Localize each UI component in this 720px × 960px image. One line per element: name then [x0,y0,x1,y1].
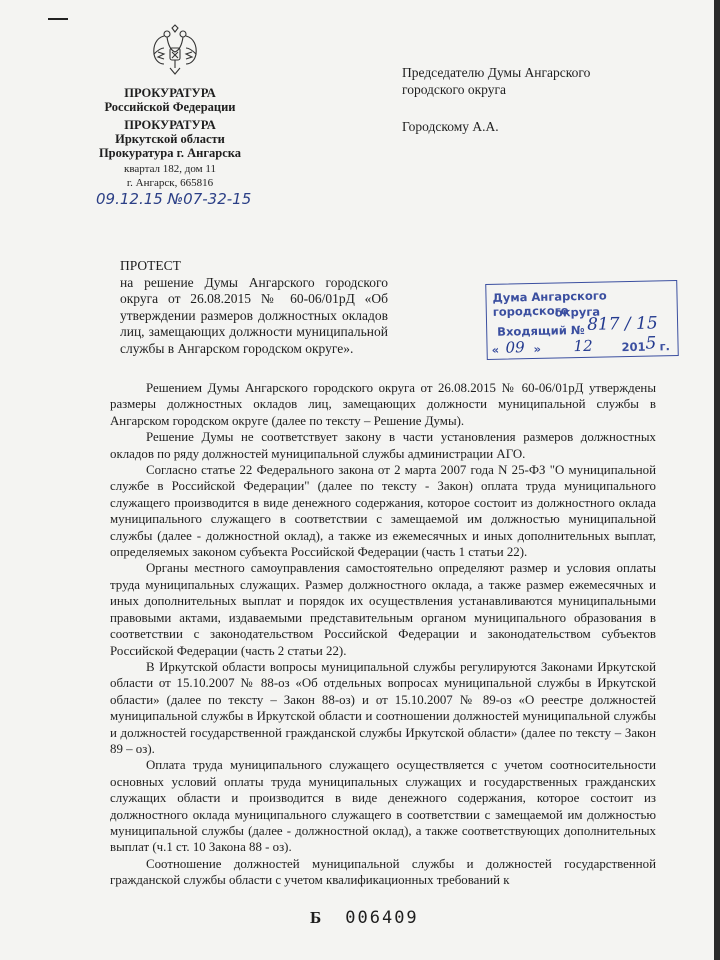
document-body [110,380,656,889]
stamp-incoming-label: Входящий № [497,322,585,339]
stamp-org-line1: Дума Ангарского городского [492,288,607,319]
protest-heading [120,258,388,357]
sender-line5: Прокуратура г. Ангарска [98,146,242,160]
serial-letter: Б [310,908,324,927]
stamp-year-suffix: 5 [645,333,657,354]
addressee-line2: городского округа [402,82,507,97]
stamp-year-label: г. [659,339,671,354]
paragraph: Согласно статье 22 Федерального закона от 2 марта 2007 года N 25-ФЗ "О муниципальной службе в Российской Федерации" (далее по тексту - Закон) оплата труда муниципального служащего производится в виде денежного содержания, которое состоит из должностного оклада муниципального служащего в соответствии с замещаемой им должностью муниципальной службы (далее - должностной оклад), а также из ежемесячных и иных дополнительных выплат, определяемых законом субъекта Российской Федерации (часть 1 статьи 22). [110,463,656,560]
protest-subject: на решение Думы Ангарского городского округа от 26.08.2015 № 60-06/01рД «Об утверждении размеров должностных окладов лиц, замещающих должности муниципальной службы в Ангарском городском округе». [120,274,388,356]
sender-line7: г. Ангарск, 665816 [126,177,214,189]
stamp-org-line2: округа [554,304,601,320]
addressee-name: Городскому А.А. [402,119,499,134]
paragraph: Оплата труда муниципального служащего осуществляется с учетом соотносительности основных условий оплаты труда муниципальных служащих и государственных гражданских служащих области и производится в виде денежного содержания, которое состоит из должностного оклада муниципального служащего в соответствии с замещаемой им должностью муниципальной службы (далее - должностной оклад), а также соответствующих дополнительных выплат (ч.1 ст. 10 Закона 88 - оз). [110,758,656,855]
sender-line4: Иркутской области [115,132,225,146]
incoming-registration-stamp [485,280,679,360]
paragraph: Органы местного самоуправления самостоятельно определяют размер и условия оплаты труда муниципальных служащих. Размер должностного оклада, а также размер ежемесячных и иных дополнительных выплат и порядок их осуществления устанавливаются муниципальными правовыми актами, издаваемыми представительным органом муниципального образования в соответствии с законодательством Российской Федерации и законодательством субъектов Российской Федерации (часть 2 статьи 22). [110,561,656,658]
paragraph: Решение Думы не соответствует закону в части установления размеров должностных окладов по ряду должностей муниципальной службы администрации АГО. [110,430,656,461]
sender-line2: Российской Федерации [104,100,236,114]
sender-line1: ПРОКУРАТУРА [124,86,216,100]
stamp-quote-open: « [491,342,500,357]
stamp-year-prefix: 201 [621,339,646,355]
stamp-month: 12 [573,336,593,356]
stamp-day: 09 [505,338,525,357]
stamp-incoming-number: 817 / 15 [586,313,658,335]
addressee-line1: Председателю Думы Ангарского [402,65,591,80]
scan-edge [714,0,720,960]
stamp-quote-close: » [533,341,542,357]
form-serial-number [310,908,419,928]
paragraph: Решением Думы Ангарского городского округа от 26.08.2015 № 60-06/01рД утверждены размеры должностных окладов лиц, замещающих должности муниципальной службы в Ангарском городском округе (далее по тексту – Решение Думы). [110,381,656,428]
sender-line3: ПРОКУРАТУРА [124,118,216,132]
double-headed-eagle-emblem [150,24,200,76]
paragraph: Соотношение должностей муниципальной службы и должностей государственной гражданской службы области с учетом квалификационных требований к [110,856,656,888]
serial-digits: 006409 [345,908,419,928]
sender-line6: квартал 182, дом 11 [124,163,216,175]
protest-title: ПРОТЕСТ [120,258,181,273]
scan-mark [48,18,68,20]
paragraph: В Иркутской области вопросы муниципальной службы регулируются Законами Иркутской области от 15.10.2007 № 88-оз «Об отдельных вопросах муниципальной службы в Иркутской области» (далее по тексту – Закон 88-оз) и от 15.10.2007 № 89-оз «О реестре должностей муниципальной службы в Иркутской области и соотношении должностей муниципальной службы и должностей государственной гражданской службы Иркутской области» (далее по тексту – Закон 89 – оз). [110,659,656,756]
handwritten-outgoing-reference: 09.12.15 №07-32-15 [96,190,252,208]
